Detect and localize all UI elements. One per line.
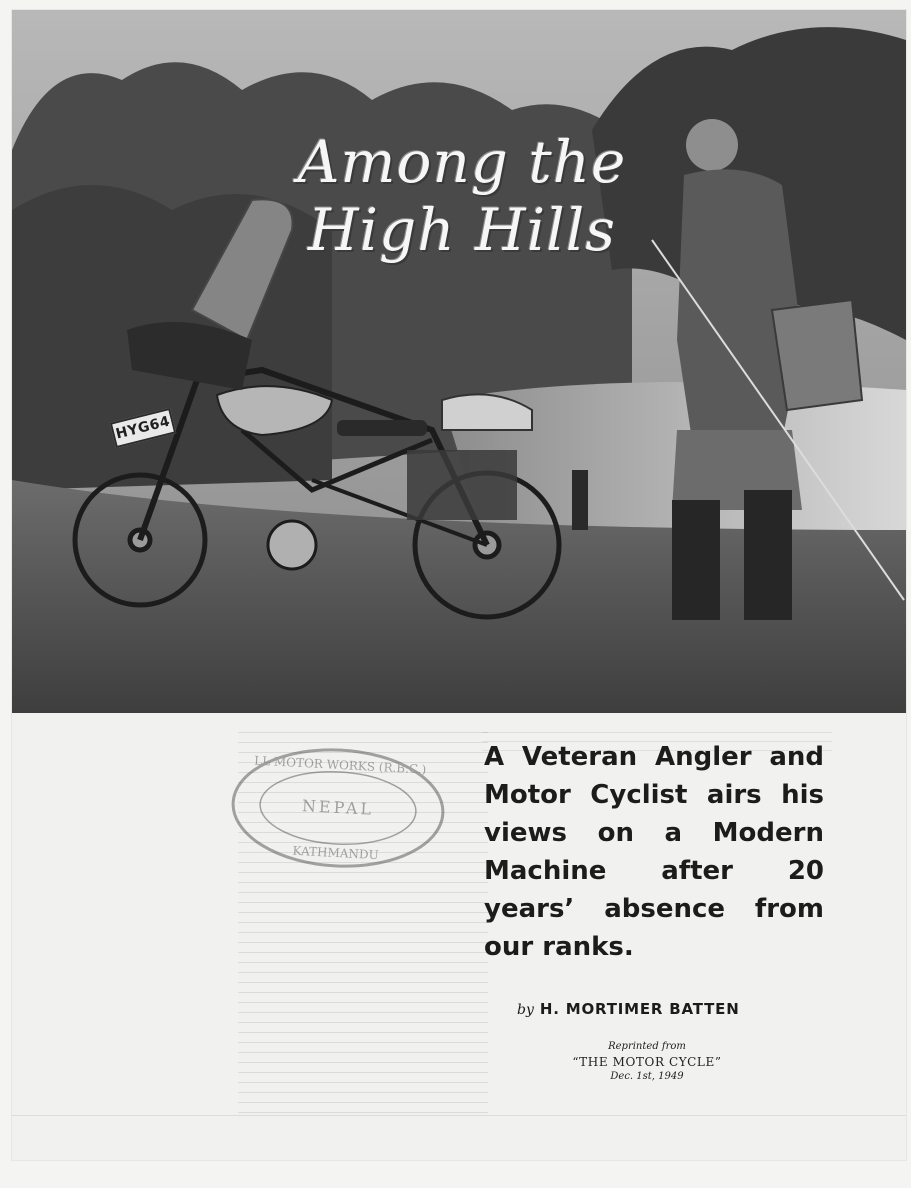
byline-author: H. MORTIMER BATTEN — [539, 1000, 740, 1018]
reprint-credit — [572, 1040, 722, 1084]
reprint-label: Reprinted from — [608, 1041, 686, 1052]
title-line-1: Among the — [297, 128, 627, 196]
reprint-publication: “THE MOTOR CYCLE” — [572, 1055, 722, 1069]
byline-by: by — [517, 1002, 534, 1018]
article-standfirst: A Veteran Angler and Motor Cyclist airs his views on a Modern Machine after 20 years’ absence from our ranks. — [484, 742, 824, 962]
magazine-page — [12, 10, 906, 1160]
photo-scene — [12, 10, 906, 713]
stamp-top-text: LL MOTOR WORKS (R.B.C.) — [253, 753, 427, 777]
stamp-bottom-text: KATHMANDU — [292, 843, 380, 863]
stamp-middle-text: NEPAL — [301, 796, 375, 819]
paper-crease — [12, 1115, 906, 1116]
byline — [517, 1000, 817, 1018]
seat — [337, 420, 427, 436]
ink-stamp — [225, 737, 452, 878]
reprint-date: Dec. 1st, 1949 — [610, 1071, 684, 1082]
engine — [268, 521, 316, 569]
cover-photo — [12, 10, 906, 713]
title-line-2: High Hills — [307, 196, 617, 264]
number-plate: HYG64 — [110, 408, 176, 448]
creel-basket — [772, 300, 862, 410]
rear-plate — [572, 470, 588, 530]
article-title — [292, 128, 632, 264]
saddlebag — [407, 450, 517, 520]
